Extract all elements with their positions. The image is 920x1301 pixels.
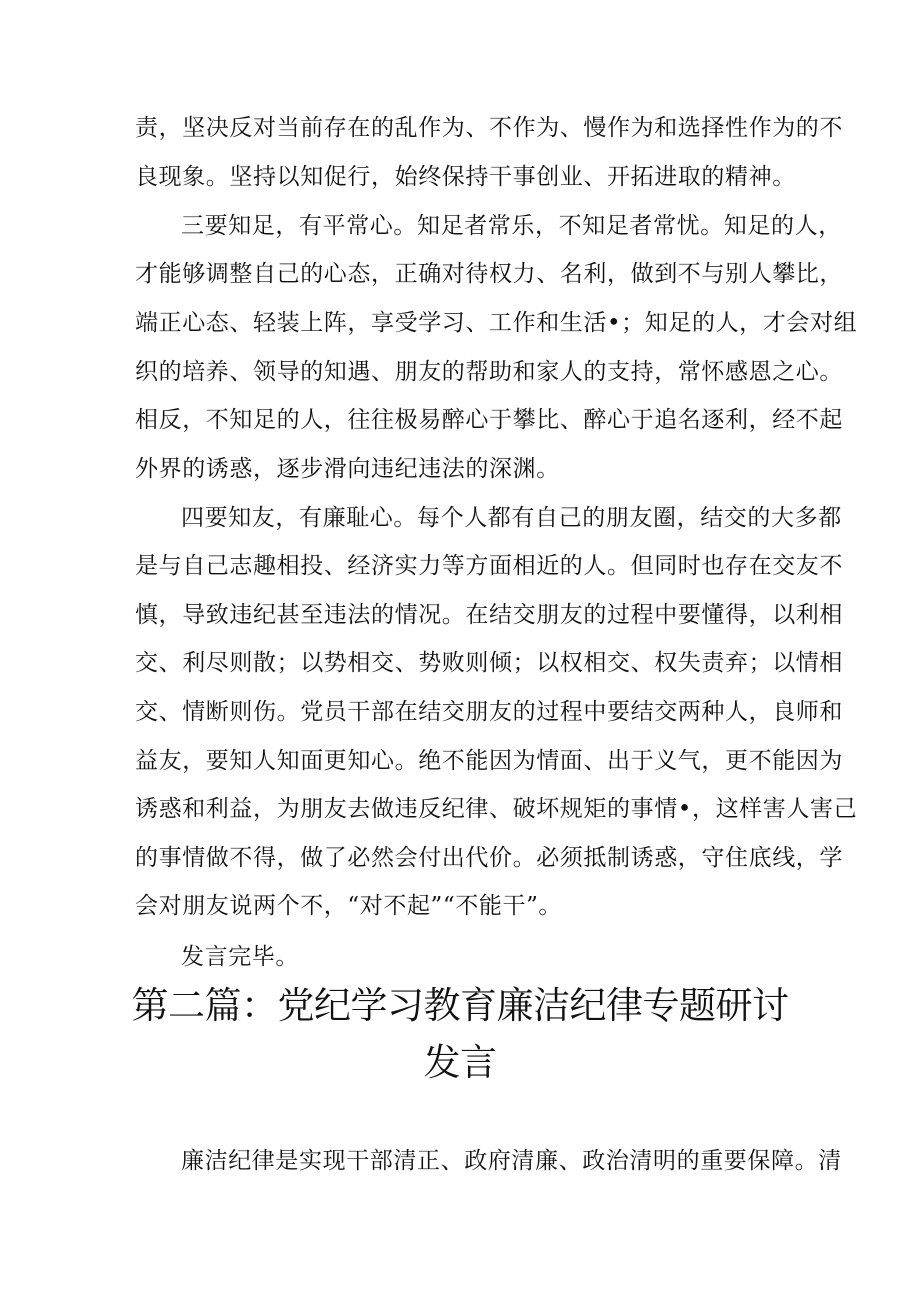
text-line: 交、利尽则散；以势相交、势败则倾；以权相交、权失责弃；以情相 <box>135 650 843 676</box>
paragraph-4-first-line: 四要知友，有廉耻心。每个人都有自己的朋友圈，结交的大多都 <box>181 505 842 531</box>
section-title-continued: 发言 <box>423 1041 497 1084</box>
text-line: 织的培养、领导的知遇、朋友的帮助和家人的支持，常怀感恩之心。 <box>135 359 843 385</box>
closing-line: 发言完毕。 <box>181 944 299 970</box>
text-line: 相反，不知足的人，往往极易醉心于攀比、醉心于追名逐利，经不起 <box>135 407 843 433</box>
section-title: 第二篇：党纪学习教育廉洁纪律专题研讨 <box>131 984 789 1027</box>
text-line: 会对朋友说两个不，“对不起”“不能干”。 <box>135 893 563 919</box>
text-line: 良现象。坚持以知促行，始终保持干事创业、开拓进取的精神。 <box>135 164 796 190</box>
text-line: 慎，导致违纪甚至违法的情况。在结交朋友的过程中要懂得，以利相 <box>135 602 843 628</box>
paragraph-first-line: 廉洁纪律是实现干部清正、政府清廉、政治清明的重要保障。清 <box>181 1148 842 1174</box>
text-line: 责，坚决反对当前存在的乱作为、不作为、慢作为和选择性作为的不 <box>135 115 843 141</box>
text-line: 益友，要知人知面更知心。绝不能因为情面、出于义气，更不能因为 <box>135 748 843 774</box>
text-line: 诱惑和利益，为朋友去做违反纪律、破坏规矩的事情•，这样害人害己 <box>135 796 858 822</box>
text-line: 的事情做不得，做了必然会付出代价。必须抵制诱惑，守住底线，学 <box>135 845 843 871</box>
text-line: 端正心态、轻装上阵，享受学习、工作和生活•；知足的人，才会对组 <box>135 310 858 336</box>
text-line: 才能够调整自己的心态，正确对待权力、名利，做到不与别人攀比， <box>135 261 843 287</box>
text-line: 外界的诱惑，逐步滑向违纪违法的深渊。 <box>135 456 560 482</box>
text-line: 是与自己志趣相投、经济实力等方面相近的人。但同时也存在交友不 <box>135 553 843 579</box>
paragraph-3-first-line: 三要知足，有平常心。知足者常乐，不知足者常忧。知足的人， <box>181 213 842 239</box>
text-line: 交、情断则伤。党员干部在结交朋友的过程中要结交两种人，良师和 <box>135 699 843 725</box>
